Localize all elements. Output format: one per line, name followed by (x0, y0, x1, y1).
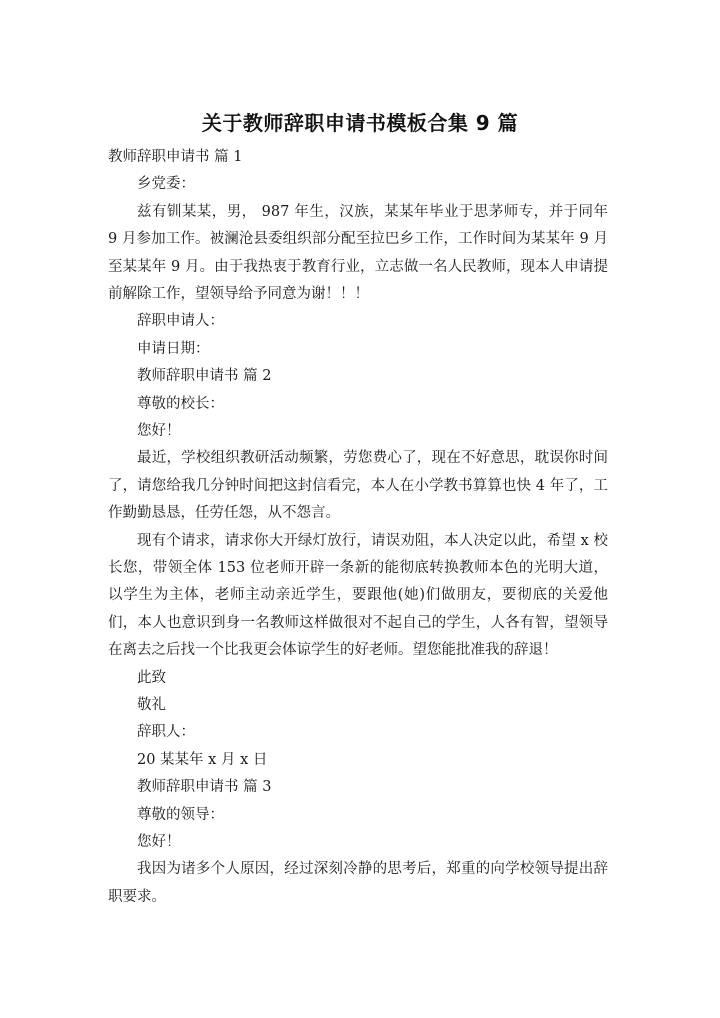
paragraph-2-body: 最近，学校组织教研活动频繁，劳您费心了，现在不好意思，耽误你时间了，请您给我几分钟时间把这封信看完，本人在小学教书算算也快 4 年了，工作勤勤恳恳，任劳任怨，从不怨言。 (108, 450, 608, 522)
resigner-label: 辞职人： (137, 724, 195, 741)
document-title: 关于教师辞职申请书模板合集 9 篇 (201, 111, 519, 135)
applicant-label: 辞职申请人： (137, 313, 224, 330)
section-heading-1: 教师辞职申请书 篇 1 (108, 149, 243, 165)
closing-cizhi: 此致 (137, 669, 166, 686)
greeting-3: 您好！ (137, 833, 181, 850)
application-date-label: 申请日期： (137, 340, 210, 357)
greeting-2: 您好！ (137, 422, 181, 439)
resignation-date: 20 某某年 x 月 x 日 (137, 751, 268, 768)
section-heading-3: 教师辞职申请书 篇 3 (137, 779, 272, 796)
document-body (108, 144, 608, 911)
section-heading-2: 教师辞职申请书 篇 2 (137, 368, 272, 385)
salutation-leader: 尊敬的领导： (137, 806, 224, 823)
salutation-principal: 尊敬的校长： (137, 395, 224, 412)
paragraph-4-body: 我因为诸多个人原因，经过深刻冷静的思考后，郑重的向学校领导提出辞职要求。 (108, 861, 608, 905)
closing-jingli: 敬礼 (137, 697, 166, 713)
paragraph-3-body: 现有个请求，请求你大开绿灯放行，请误劝阻，本人决定以此，希望 x 校长您，带领全体 153 位老师开辟一条新的能彻底转换教师本色的光明大道，以学生为主体，老师主动亲近学生，要跟他(她)们做朋友，要彻底的关爱他们，本人也意识到身一名教师这样做很对不起自己的学生，人各有智，望领导在离去之后找一个比我更会体谅学生的好老师。望您能批准我的辞退！ (108, 532, 608, 659)
paragraph-1-body: 兹有钏某某，男， 987 年生，汉族，某某年毕业于思茅师专，并于同年 9 月参加工作。被澜沧县委组织部分配至拉巴乡工作，工作时间为某某年 9 月至某某年 9 月。由于我热衷于教育行业，立志做一名人民教师，现本人申请提前解除工作，望领导给予同意为谢！！！ (108, 203, 608, 302)
salutation-party-committee: 乡党委： (137, 176, 195, 193)
